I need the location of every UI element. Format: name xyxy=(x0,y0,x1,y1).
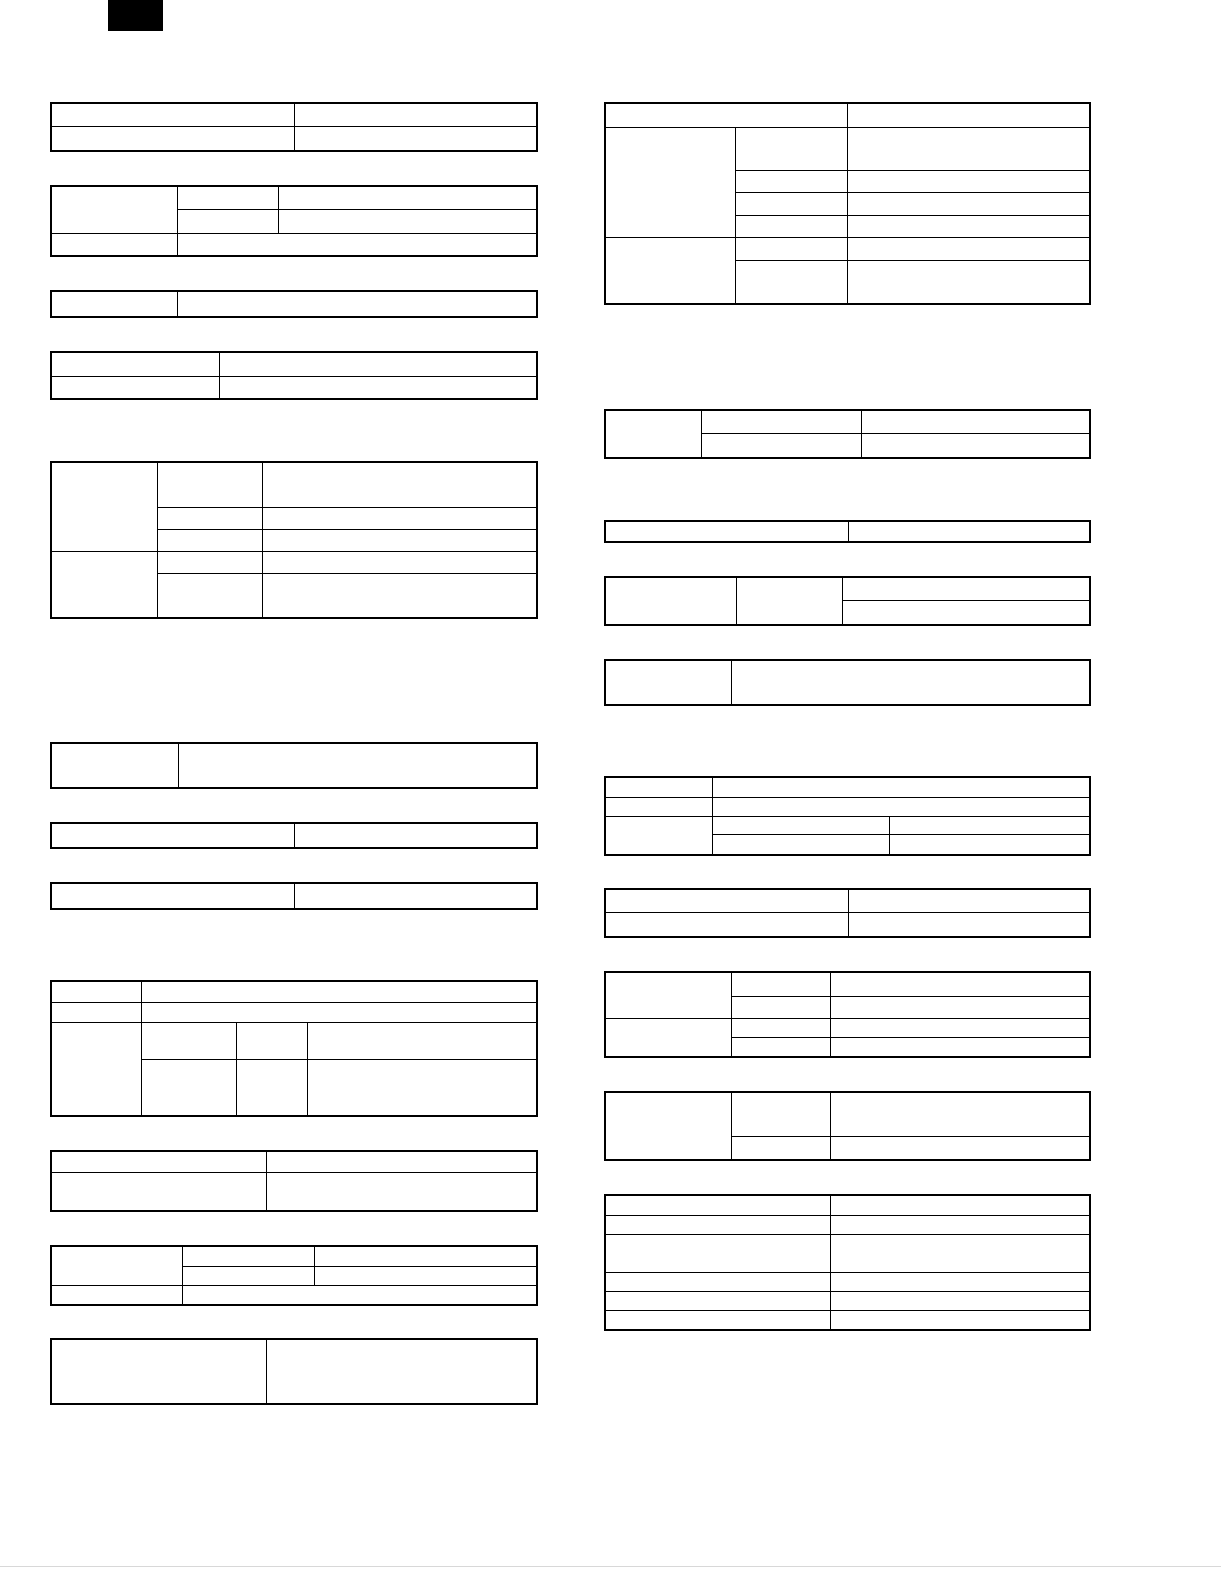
table-row-divider xyxy=(606,912,1089,913)
table-column-divider xyxy=(178,744,179,787)
table-column-divider xyxy=(731,973,732,1056)
spec-table-12 xyxy=(50,1338,538,1405)
spec-table-22 xyxy=(604,1194,1091,1331)
table-row-divider xyxy=(606,797,1089,798)
table-row-divider xyxy=(606,1215,1089,1216)
table-row-divider xyxy=(52,1285,536,1286)
table-column-divider xyxy=(830,1093,831,1159)
table-row-divider xyxy=(52,376,536,377)
table-column-divider xyxy=(278,187,279,233)
table-column-divider xyxy=(701,411,702,457)
table-column-divider xyxy=(236,1022,237,1115)
table-row-divider xyxy=(52,233,536,234)
spec-table-10 xyxy=(50,1150,538,1212)
spec-table-6 xyxy=(50,742,538,789)
table-row-divider xyxy=(141,1059,536,1060)
spec-table-19 xyxy=(604,888,1091,938)
spec-table-1 xyxy=(50,102,538,152)
table-row-divider xyxy=(735,170,1089,171)
table-column-divider xyxy=(731,661,732,704)
table-row-divider xyxy=(157,573,536,574)
spec-table-21 xyxy=(604,1091,1091,1161)
table-row-divider xyxy=(842,600,1089,601)
table-row-divider xyxy=(606,1272,1089,1273)
table-column-divider xyxy=(294,104,295,150)
table-row-divider xyxy=(606,127,1089,128)
spec-table-5 xyxy=(50,461,538,619)
spec-table-16 xyxy=(604,576,1091,626)
table-row-divider xyxy=(157,507,536,508)
table-column-divider xyxy=(848,522,849,541)
spec-table-9 xyxy=(50,980,538,1117)
spec-table-13 xyxy=(604,102,1091,305)
table-row-divider xyxy=(157,529,536,530)
table-column-divider xyxy=(182,1247,183,1304)
table-column-divider xyxy=(294,824,295,847)
spec-table-4 xyxy=(50,351,538,400)
table-column-divider xyxy=(731,1093,732,1159)
spec-table-15 xyxy=(604,520,1091,543)
table-row-divider xyxy=(606,1234,1089,1235)
table-row-divider xyxy=(731,996,1089,997)
table-row-divider xyxy=(52,1022,536,1023)
table-column-divider xyxy=(847,104,848,303)
table-row-divider xyxy=(52,1172,536,1173)
spec-table-7 xyxy=(50,822,538,849)
table-column-divider xyxy=(830,973,831,1056)
table-row-divider xyxy=(701,433,1089,434)
table-column-divider xyxy=(266,1340,267,1403)
table-column-divider xyxy=(889,816,890,854)
table-row-divider xyxy=(735,192,1089,193)
table-row-divider xyxy=(712,834,1089,835)
table-column-divider xyxy=(177,187,178,255)
table-row-divider xyxy=(52,1002,536,1003)
table-row-divider xyxy=(177,209,536,210)
spec-table-3 xyxy=(50,290,538,318)
table-column-divider xyxy=(262,463,263,617)
spec-table-20 xyxy=(604,971,1091,1058)
page-header-tab xyxy=(108,0,163,31)
spec-table-11 xyxy=(50,1245,538,1306)
table-row-divider xyxy=(52,126,536,127)
spec-table-14 xyxy=(604,409,1091,459)
spec-table-8 xyxy=(50,882,538,910)
table-row-divider xyxy=(52,551,536,552)
spec-table-18 xyxy=(604,776,1091,856)
spec-table-17 xyxy=(604,659,1091,706)
table-column-divider xyxy=(177,292,178,316)
table-row-divider xyxy=(606,816,1089,817)
table-column-divider xyxy=(307,1022,308,1115)
table-column-divider xyxy=(157,463,158,617)
table-column-divider xyxy=(294,884,295,908)
table-column-divider xyxy=(736,578,737,624)
table-column-divider xyxy=(842,578,843,624)
table-column-divider xyxy=(848,890,849,936)
table-row-divider xyxy=(731,1136,1089,1137)
table-column-divider xyxy=(266,1152,267,1210)
spec-table-2 xyxy=(50,185,538,257)
table-row-divider xyxy=(182,1266,536,1267)
table-row-divider xyxy=(606,1291,1089,1292)
page-bottom-rule xyxy=(0,1566,1221,1567)
table-row-divider xyxy=(735,260,1089,261)
table-row-divider xyxy=(731,1037,1089,1038)
table-row-divider xyxy=(606,1310,1089,1311)
table-column-divider xyxy=(861,411,862,457)
table-row-divider xyxy=(606,237,1089,238)
table-row-divider xyxy=(606,1018,1089,1019)
table-row-divider xyxy=(735,215,1089,216)
